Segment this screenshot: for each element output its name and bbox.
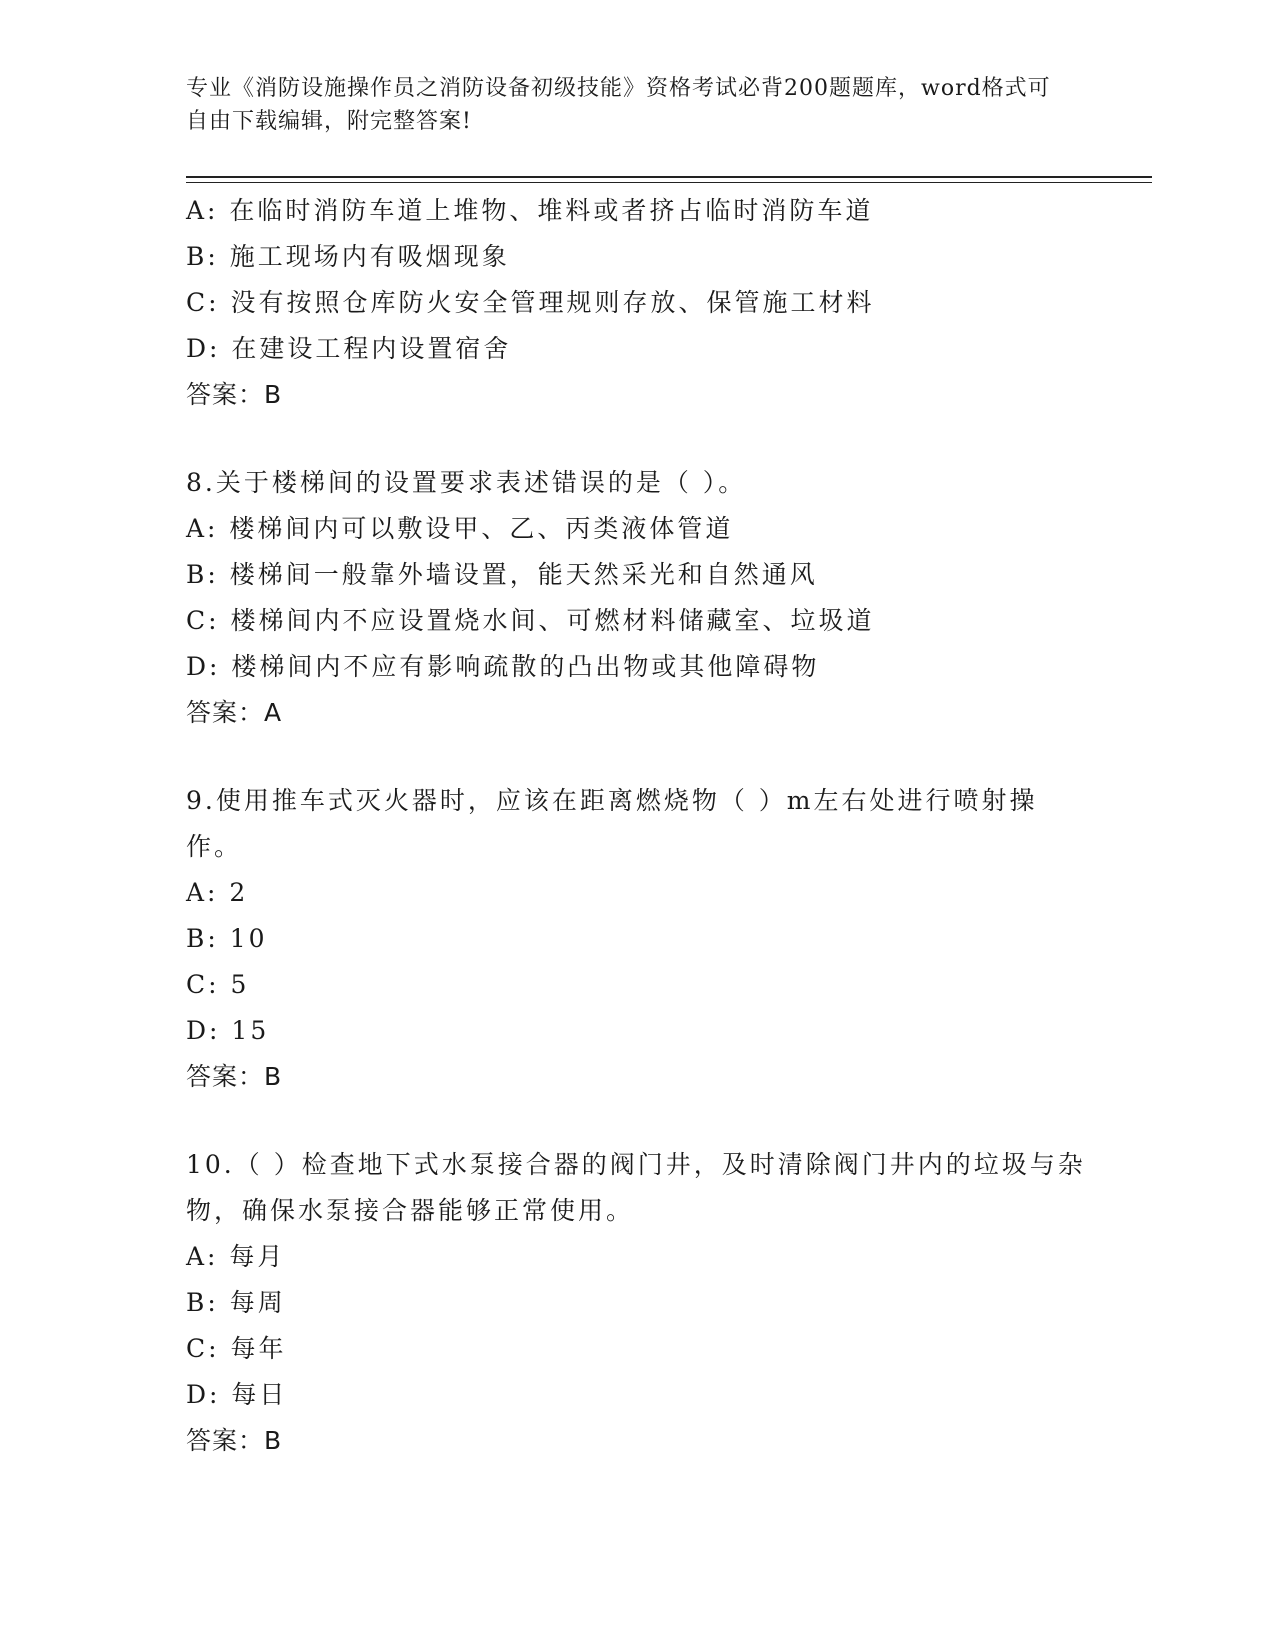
- option-c: C: 每年: [186, 1334, 287, 1363]
- option-b: B: 每周: [186, 1288, 286, 1317]
- option-c: C: 5: [186, 970, 250, 999]
- option-c: C: 没有按照仓库防火安全管理规则存放、保管施工材料: [186, 288, 875, 317]
- question-8: [186, 460, 1086, 736]
- answer-line: 答案：A: [186, 698, 283, 727]
- option-a: A: 楼梯间内可以敷设甲、乙、丙类液体管道: [186, 514, 734, 543]
- question-stem: 10.（ ）检查地下式水泵接合器的阀门井，及时清除阀门井内的垃圾与杂物，确保水泵接合器能够正常使用。: [186, 1150, 1086, 1225]
- option-d: D: 每日: [186, 1380, 288, 1409]
- question-list: [186, 188, 1086, 1464]
- question-10: [186, 1142, 1086, 1464]
- question-stem: 8.关于楼梯间的设置要求表述错误的是（ ）。: [186, 468, 747, 497]
- option-d: D: 楼梯间内不应有影响疏散的凸出物或其他障碍物: [186, 652, 820, 681]
- option-d: D: 15: [186, 1016, 270, 1045]
- answer-line: 答案：B: [186, 1426, 283, 1455]
- question-7: [186, 188, 1086, 418]
- answer-line: 答案：B: [186, 380, 283, 409]
- option-b: B: 楼梯间一般靠外墙设置，能天然采光和自然通风: [186, 560, 818, 589]
- document-header: 专业《消防设施操作员之消防设备初级技能》资格考试必背200题题库，word格式可自由下载编辑，附完整答案!: [186, 76, 1051, 134]
- option-d: D: 在建设工程内设置宿舍: [186, 334, 512, 363]
- option-a: A: 在临时消防车道上堆物、堆料或者挤占临时消防车道: [186, 196, 874, 225]
- option-b: B: 施工现场内有吸烟现象: [186, 242, 510, 271]
- answer-line: 答案：B: [186, 1062, 283, 1091]
- header-divider-thick: [186, 176, 1152, 178]
- question-9: [186, 778, 1086, 1100]
- header-divider-thin: [186, 182, 1152, 183]
- option-a: A: 每月: [186, 1242, 286, 1271]
- option-a: A: 2: [186, 878, 249, 907]
- option-b: B: 10: [186, 924, 268, 953]
- option-c: C: 楼梯间内不应设置烧水间、可燃材料储藏室、垃圾道: [186, 606, 875, 635]
- question-stem: 9.使用推车式灭火器时，应该在距离燃烧物（ ）m左右处进行喷射操作。: [186, 786, 1038, 861]
